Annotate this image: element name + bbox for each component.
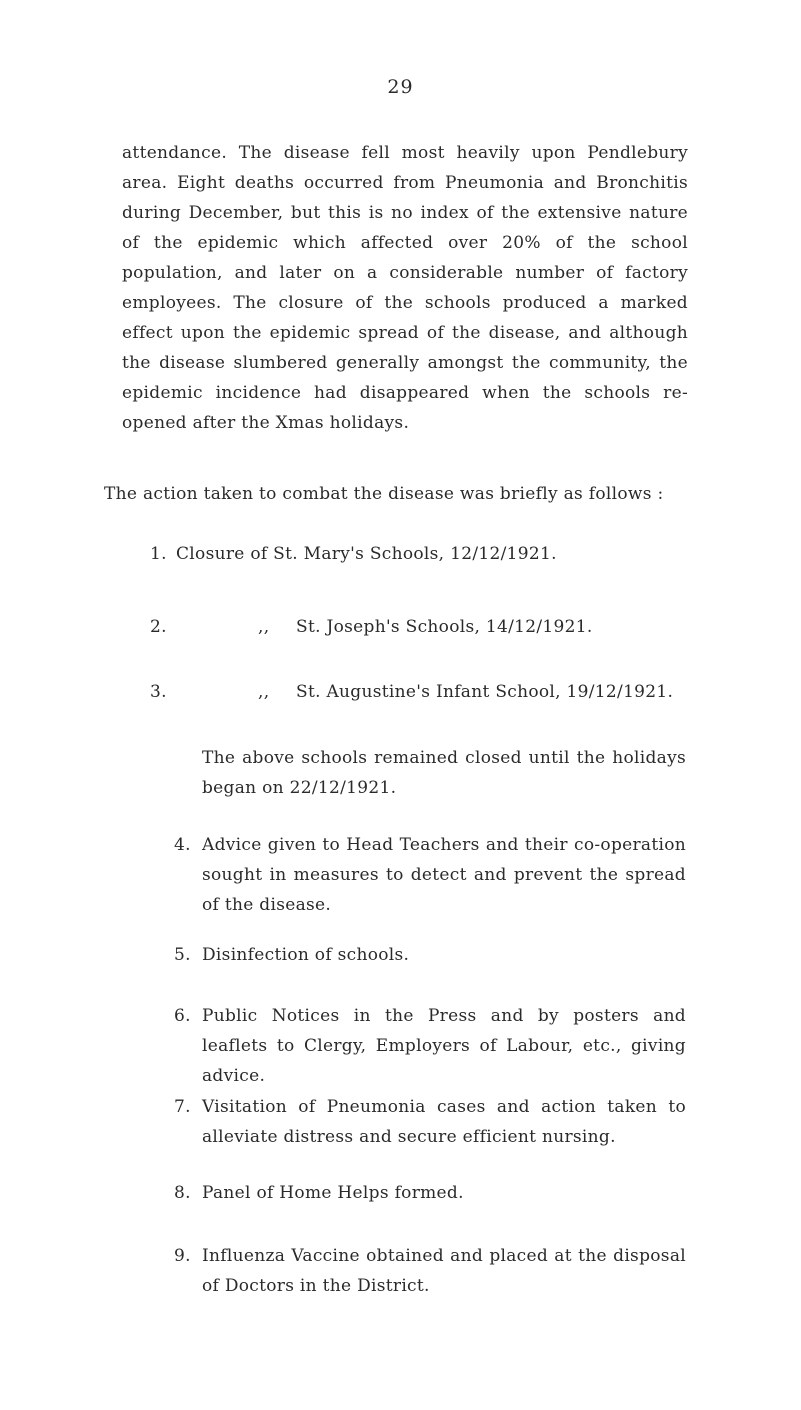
item-number: 3.: [150, 682, 167, 702]
item-number: 2.: [150, 617, 167, 637]
item-number: 9.: [174, 1246, 191, 1266]
body-paragraph: attendance. The disease fell most heavily upon Pendlebury area. Eight deaths occurred from Pneumonia and Bronchitis during December, but this is no index of the extensive nature of the epidemic which affected over 20% of the school population, and later on a considerable number of factory employees. The closure of the schools produced a marked effect upon the epidemic spread of the disease, and although the disease slumbered generally amongst the community, the epidemic incidence had disappeared when the schools re-opened after the Xmas holidays.: [122, 143, 688, 433]
item-text: Panel of Home Helps formed.: [202, 1183, 464, 1203]
item-number: 8.: [174, 1183, 191, 1203]
ditto-mark: ,,: [258, 617, 270, 637]
item-text: Influenza Vaccine obtained and placed at the disposal of Doctors in the District.: [202, 1246, 686, 1296]
list-item: [174, 830, 686, 920]
item-text: Visitation of Pneumonia cases and action taken to alleviate distress and secure efficient nursing.: [202, 1097, 686, 1147]
list-item: [174, 1241, 686, 1301]
list-item: [174, 1092, 686, 1152]
item-number: 5.: [174, 945, 191, 965]
item-text: Closure of St. Mary's Schools, 12/12/1921.: [176, 544, 557, 564]
list-item: [150, 612, 690, 642]
action-intro: The action taken to combat the disease was briefly as follows :: [104, 484, 664, 504]
list-item: [150, 539, 690, 569]
item-text: St. Augustine's Infant School, 19/12/1921.: [296, 682, 674, 702]
item-number: 1.: [150, 544, 167, 564]
item-text: Public Notices in the Press and by posters and leaflets to Clergy, Employers of Labour, etc., giving advice.: [202, 1006, 686, 1086]
item-number: 6.: [174, 1006, 191, 1026]
list-item: [174, 1178, 686, 1208]
item-number: 4.: [174, 835, 191, 855]
list-item: [150, 677, 690, 707]
item-text: Disinfection of schools.: [202, 945, 410, 965]
item-text: Advice given to Head Teachers and their co-operation sought in measures to detect and prevent the spread of the disease.: [202, 835, 686, 915]
page-number: 29: [387, 76, 414, 98]
item-number: 7.: [174, 1097, 191, 1117]
closure-note: The above schools remained closed until the holidays began on 22/12/1921.: [202, 748, 686, 798]
list-item: [174, 940, 686, 970]
list-item: [174, 1001, 686, 1091]
ditto-mark: ,,: [258, 682, 270, 702]
item-text: St. Joseph's Schools, 14/12/1921.: [296, 617, 593, 637]
